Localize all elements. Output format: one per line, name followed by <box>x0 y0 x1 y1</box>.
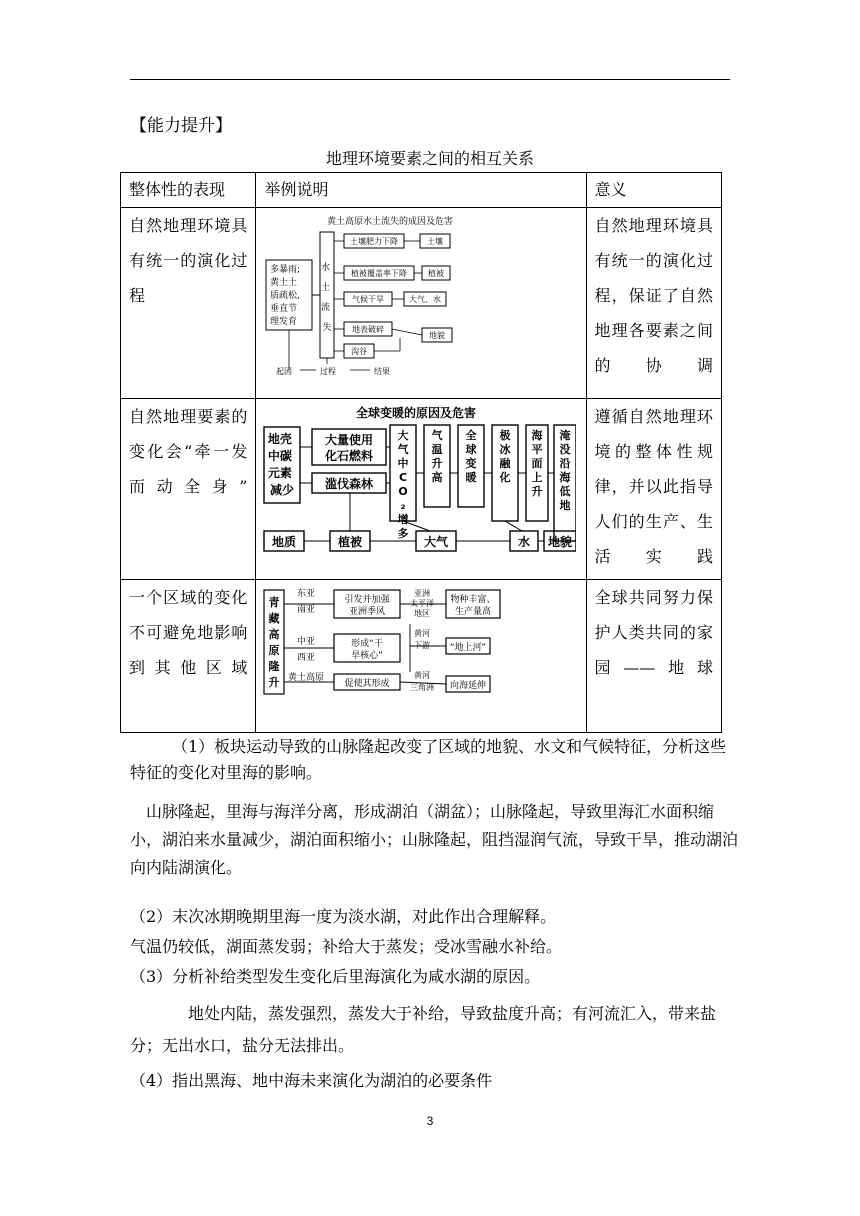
svg-text:植被覆盖率下降: 植被覆盖率下降 <box>351 269 408 278</box>
svg-text:地区: 地区 <box>414 609 431 618</box>
answer-2: 气温仍较低，湖面蒸发弱；补给大于蒸发；受冰雪融水补给。 <box>130 937 563 956</box>
svg-text:促使其形成: 促使其形成 <box>344 679 390 689</box>
axis-result: 结果 <box>374 367 391 376</box>
example-cell <box>256 208 586 399</box>
svg-text:亚洲: 亚洲 <box>414 589 431 598</box>
svg-text:太平洋: 太平洋 <box>410 599 435 608</box>
effect-column-4: 海平面上升 <box>531 429 543 498</box>
meaning-cell: 遵循自然地理环境的整体性规律，并以此指导人们的生产、生活实践 <box>586 399 721 580</box>
svg-text:原: 原 <box>268 644 280 657</box>
cause-text: 多暴雨; 黄土土 质疏松, 垂直节 理发育 <box>270 265 301 327</box>
diagram-title: 全球变暖的原因及危害 <box>356 406 477 420</box>
svg-text:亚洲季风: 亚洲季风 <box>349 607 386 617</box>
svg-text:形成“干: 形成“干 <box>351 639 384 649</box>
effect-column-3: 极冰融化 <box>499 429 511 484</box>
table-row <box>121 208 722 399</box>
svg-text:引发并加强: 引发并加强 <box>344 595 390 605</box>
loess-erosion-diagram <box>260 212 564 382</box>
effect-column-2: 全球变暖 <box>465 429 477 484</box>
svg-text:生产量高: 生产量高 <box>455 607 492 617</box>
example-cell <box>256 580 586 733</box>
effect-column-1: 气温升高 <box>431 429 443 484</box>
svg-text:东亚: 东亚 <box>297 589 316 599</box>
crust-carbon-box: 地壳 中碳 元素 减少 <box>268 432 295 497</box>
question-3: （3）分析补给类型发生变化后里海演化为咸水湖的原因。 <box>130 967 541 986</box>
svg-text:水: 水 <box>518 535 531 549</box>
example-cell <box>256 399 586 580</box>
svg-text:滥伐森林: 滥伐森林 <box>325 477 374 491</box>
svg-text:大气、水: 大气、水 <box>409 295 442 304</box>
header-meaning: 意义 <box>586 173 721 208</box>
svg-text:化石燃料: 化石燃料 <box>325 449 374 463</box>
svg-text:升: 升 <box>268 676 280 689</box>
svg-text:青: 青 <box>268 596 280 609</box>
svg-text:土壤: 土壤 <box>427 237 444 246</box>
svg-text:西亚: 西亚 <box>297 653 316 663</box>
svg-text:地表破碎: 地表破碎 <box>352 325 385 334</box>
table-header-row <box>121 173 722 208</box>
svg-text:南亚: 南亚 <box>297 605 316 615</box>
header-feature: 整体性的表现 <box>121 173 256 208</box>
table-row <box>121 580 722 733</box>
effect-column-0: 大气中 C O ₂ 增多 <box>397 429 409 540</box>
tibetan-plateau-diagram <box>260 584 564 716</box>
svg-text:三角洲: 三角洲 <box>410 683 435 692</box>
svg-text:植被: 植被 <box>428 269 445 278</box>
feature-cell: 自然地理环境具有统一的演化过程 <box>121 208 256 399</box>
answer-3: 地处内陆，蒸发强烈，蒸发大于补给，导致盐度升高；有河流汇入，带来盐分；无出水口，盐分无法排出。 <box>130 1004 717 1055</box>
header-rule <box>130 79 730 80</box>
table-row <box>121 399 722 580</box>
feature-cell: 一个区域的变化不可避免地影响到其他区域 <box>121 580 256 733</box>
svg-text:土壤肥力下降: 土壤肥力下降 <box>350 237 399 246</box>
svg-text:大气: 大气 <box>424 535 449 549</box>
question-1: （1）板块运动导致的山脉隆起改变了区域的地貌、水文和气候特征，分析这些特征的变化对里海的影响。 <box>130 737 727 782</box>
header-example: 举例说明 <box>256 173 586 208</box>
svg-text:沟谷: 沟谷 <box>351 347 368 356</box>
effect-column-5: 淹没沿海低地 <box>559 429 571 512</box>
svg-text:大量使用: 大量使用 <box>325 433 374 447</box>
page-number: 3 <box>426 1114 434 1128</box>
meaning-cell: 全球共同努力保护人类共同的家园——地球 <box>586 580 721 733</box>
meaning-cell: 自然地理环境具有统一的演化过程，保证了自然地理各要素之间的协调 <box>586 208 721 399</box>
svg-text:植被: 植被 <box>338 535 363 549</box>
svg-text:黄土高原: 黄土高原 <box>288 673 325 683</box>
svg-text:物种丰富、: 物种丰富、 <box>450 595 496 605</box>
svg-text:“地上河”: “地上河” <box>450 643 487 653</box>
axis-process: 过程 <box>320 367 337 376</box>
svg-text:地貌: 地貌 <box>429 331 446 340</box>
svg-text:旱核心”: 旱核心” <box>351 651 384 661</box>
svg-text:向海延伸: 向海延伸 <box>450 681 487 691</box>
diagram-title: 黄土高原水土流失的成因及危害 <box>327 217 454 227</box>
feature-cell: 自然地理要素的变化会“牵一发而动全身” <box>121 399 256 580</box>
plateau-uplift-box <box>269 595 280 689</box>
svg-text:黄河: 黄河 <box>414 671 431 680</box>
axis-cause: 起因 <box>276 367 293 376</box>
svg-text:隆: 隆 <box>268 660 280 673</box>
svg-text:黄河: 黄河 <box>414 629 431 638</box>
svg-text:下游: 下游 <box>414 641 431 650</box>
global-warming-diagram <box>260 403 576 563</box>
process-text: 水 土 流 失 <box>321 263 332 333</box>
svg-text:气候干旱: 气候干旱 <box>352 295 385 304</box>
svg-text:高: 高 <box>268 628 280 641</box>
relations-table <box>120 172 722 733</box>
svg-text:地貌: 地貌 <box>548 535 573 549</box>
table-caption: 地理环境要素之间的相互关系 <box>325 149 534 168</box>
question-2: （2）末次冰期晚期里海一度为淡水湖，对此作出合理解释。 <box>130 907 557 926</box>
answer-1: 山脉隆起，里海与海洋分离，形成湖泊（湖盆）；山脉隆起，导致里海汇水面积缩小，湖泊来水量减少，湖泊面积缩小；山脉隆起，阻挡湿润气流，导致干旱，推动湖泊向内陆湖演化。 <box>130 802 739 877</box>
svg-text:藏: 藏 <box>268 612 280 625</box>
svg-text:中亚: 中亚 <box>297 637 316 647</box>
svg-text:地质: 地质 <box>272 535 297 549</box>
question-4: （4）指出黑海、地中海未来演化为湖泊的必要条件 <box>130 1071 493 1090</box>
section-title: 【能力提升】 <box>130 116 232 136</box>
